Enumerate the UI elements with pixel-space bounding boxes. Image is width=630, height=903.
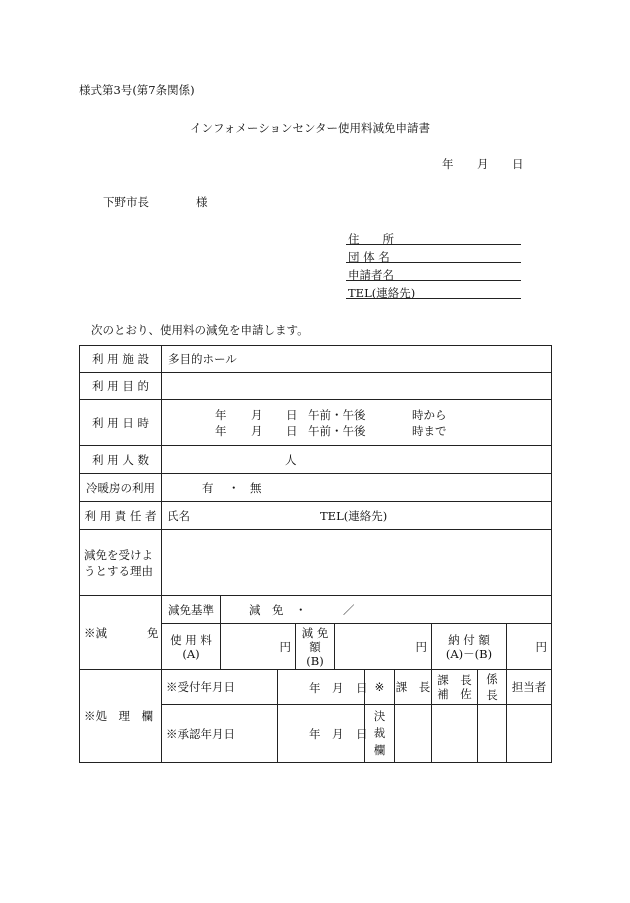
- name-underline: [346, 280, 521, 281]
- reason-field[interactable]: [162, 530, 552, 596]
- approved-date[interactable]: [278, 705, 368, 763]
- processing-label-text: ※処 理 欄: [84, 709, 153, 723]
- datetime-row: [80, 400, 552, 446]
- applicant-org-label: 団 体 名: [348, 250, 390, 264]
- dt1-month: 月: [251, 408, 263, 422]
- fee-label-sub: (A): [182, 646, 200, 661]
- criteria-slash: ／: [343, 603, 355, 617]
- datetime-label: 利 用 日 時: [80, 400, 162, 446]
- received-row: [80, 670, 552, 705]
- pay-field[interactable]: [507, 624, 552, 670]
- amount-label: [296, 624, 335, 670]
- purpose-field[interactable]: [162, 373, 552, 400]
- dt2-month: 月: [251, 424, 263, 438]
- datetime-field[interactable]: [162, 400, 552, 446]
- dt2-year: 年: [215, 424, 227, 438]
- received-day: 日: [356, 681, 368, 695]
- dt2-ampm: 午前・午後: [308, 424, 366, 438]
- manager-name-label: 氏名: [167, 509, 190, 523]
- people-label: 利 用 人 数: [80, 446, 162, 474]
- ac-dot: ・: [228, 481, 240, 495]
- application-table: [79, 345, 552, 763]
- staff-stamp[interactable]: [507, 705, 552, 763]
- facility-row: [80, 346, 552, 373]
- amount-label-sub: (B): [306, 653, 324, 668]
- ac-field[interactable]: [162, 474, 552, 502]
- received-month: 月: [332, 681, 344, 695]
- manager-field[interactable]: [162, 502, 552, 530]
- addressee-name: 下野市長: [103, 195, 149, 209]
- date-day: 日: [512, 157, 524, 171]
- form-number: 様式第3号(第7条関係): [79, 83, 195, 97]
- applicant-address-label: 住 所: [348, 232, 394, 246]
- facility-value: 多目的ホール: [162, 346, 552, 373]
- reduction-label-1: ※減: [84, 625, 107, 640]
- org-underline: [346, 262, 521, 263]
- purpose-row: [80, 373, 552, 400]
- pay-yen: 円: [535, 640, 547, 654]
- dt2-time: 時まで: [412, 424, 447, 438]
- intro-text: 次のとおり、使用料の減免を申請します。: [91, 323, 309, 337]
- deputy-label: [432, 670, 478, 705]
- received-label: ※受付年月日: [162, 670, 278, 705]
- approved-label: ※承認年月日: [162, 705, 278, 763]
- reason-label: [80, 530, 162, 596]
- criteria-field[interactable]: [221, 596, 552, 624]
- form-title: インフォメーションセンター使用料減免申請書: [190, 121, 431, 135]
- processing-label: [80, 670, 162, 763]
- applicant-tel-label: TEL(連絡先): [348, 286, 416, 300]
- ac-no[interactable]: 無: [250, 481, 262, 495]
- addressee-honorific: 様: [196, 195, 208, 209]
- received-date[interactable]: [278, 670, 368, 705]
- reduction-label: [80, 596, 162, 670]
- received-year: 年: [309, 681, 321, 695]
- date-year: 年: [442, 157, 454, 171]
- section-chief-stamp[interactable]: [478, 705, 507, 763]
- dt1-year: 年: [215, 408, 227, 422]
- kessai-2: 裁: [373, 726, 386, 740]
- criteria-value: 減 免 ・: [249, 603, 307, 617]
- purpose-label: 利 用 目 的: [80, 373, 162, 400]
- fee-yen: 円: [279, 640, 291, 654]
- dt2-day: 日: [286, 424, 298, 438]
- fee-label-main: 使 用 料: [170, 632, 212, 647]
- fee-field[interactable]: [221, 624, 296, 670]
- approved-year: 年: [309, 727, 321, 741]
- pay-label-main: 納 付 額: [448, 632, 490, 647]
- ac-label: 冷暖房の利用: [80, 474, 162, 502]
- date-month: 月: [477, 157, 489, 171]
- chief-stamp[interactable]: [395, 705, 432, 763]
- kessai-label: [365, 705, 395, 763]
- kessai-1: 決: [373, 709, 386, 723]
- amount-field[interactable]: [335, 624, 432, 670]
- manager-tel-label: TEL(連絡先): [320, 509, 388, 523]
- manager-row: [80, 502, 552, 530]
- address-underline: [346, 244, 521, 245]
- dt1-day: 日: [286, 408, 298, 422]
- reason-row: [80, 530, 552, 596]
- deputy-label-2: 補 佐: [437, 687, 472, 701]
- chief-label: 課 長: [395, 670, 432, 705]
- dt1-ampm: 午前・午後: [308, 408, 366, 422]
- approved-day: 日: [356, 727, 368, 741]
- people-unit: 人: [285, 453, 297, 467]
- staff-label: 担当者: [507, 670, 552, 705]
- tel-underline: [346, 298, 521, 299]
- mark-cell: ※: [365, 670, 395, 705]
- ac-row: [80, 474, 552, 502]
- facility-label: 利 用 施 設: [80, 346, 162, 373]
- applicant-name-label: 申請者名: [348, 268, 394, 282]
- ac-yes[interactable]: 有: [202, 481, 214, 495]
- deputy-stamp[interactable]: [432, 705, 478, 763]
- manager-label: 利 用 責 任 者: [80, 502, 162, 530]
- amount-label-main: 減 免 額: [301, 625, 329, 654]
- section-chief-label: 係 長: [478, 670, 507, 705]
- people-row: [80, 446, 552, 474]
- fee-label: [162, 624, 221, 670]
- deputy-label-1: 課 長: [437, 673, 472, 687]
- reason-label-line1: 減免を受けよ: [84, 547, 153, 562]
- approved-month: 月: [332, 727, 344, 741]
- reduction-criteria-row: [80, 596, 552, 624]
- dt1-time: 時から: [412, 408, 447, 422]
- reason-label-line2: うとする理由: [84, 563, 153, 578]
- criteria-label: 減免基準: [162, 596, 221, 624]
- people-field[interactable]: [162, 446, 552, 474]
- amount-yen: 円: [415, 640, 427, 654]
- reduction-label-2: 免: [147, 625, 159, 640]
- kessai-3: 欄: [373, 743, 386, 757]
- pay-label-sub: (A)－(B): [445, 646, 493, 661]
- pay-label: [432, 624, 507, 670]
